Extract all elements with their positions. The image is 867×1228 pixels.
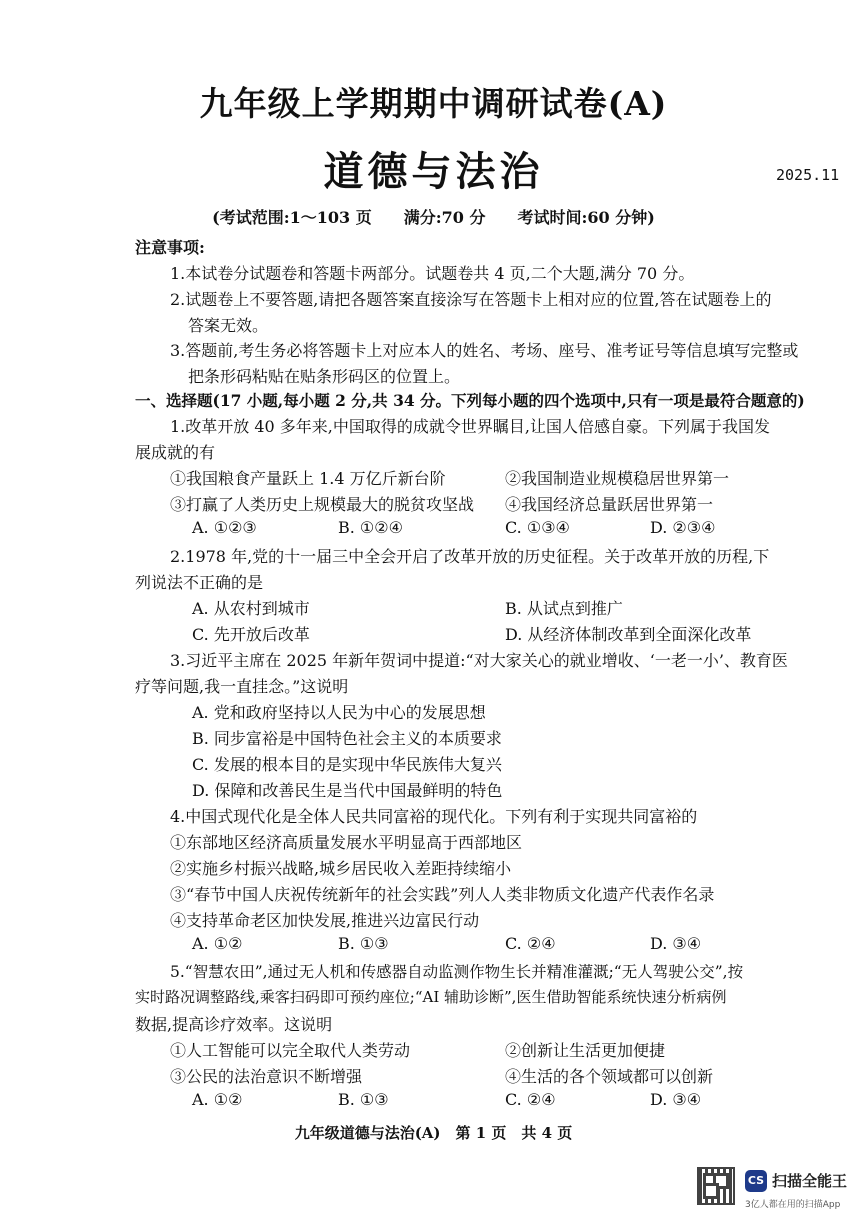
camscanner-logo-icon: CS	[745, 1170, 767, 1192]
q4-statement-3: ③“春节中国人庆祝传统新年的社会实践”列人人类非物质文化遗产代表作名录	[170, 885, 715, 904]
notice-item-3-cont: 把条形码粘贴在贴条形码区的位置上。	[188, 367, 461, 386]
q4-option-c: C. ②④	[505, 934, 556, 953]
q5-stem-cont: 实时路况调整路线,乘客扫码即可预约座位;“AI 辅助诊断”,医生借助智能系统快速分析病例	[135, 988, 727, 1006]
q1-option-a: A. ①②③	[192, 518, 257, 537]
exam-info: (考试范围:1～103 页 满分:70 分 考试时间:60 分钟)	[212, 208, 655, 227]
q4-option-a: A. ①②	[192, 934, 243, 953]
camscanner-slogan: 3亿人都在用的扫描App	[745, 1200, 841, 1210]
q5-option-c: C. ②④	[505, 1090, 556, 1109]
q3-option-c: C. 发展的根本目的是实现中华民族伟大复兴	[192, 755, 502, 774]
q5-option-a: A. ①②	[192, 1090, 243, 1109]
q3-option-d: D. 保障和改善民生是当代中国最鲜明的特色	[192, 781, 503, 800]
q2-stem: 2.1978 年,党的十一届三中全会开启了改革开放的历史征程。关于改革开放的历程,下	[170, 547, 770, 566]
q1-stem: 1.改革开放 40 多年来,中国取得的成就令世界瞩目,让国人倍感自豪。下列属于我国发	[170, 417, 770, 436]
q1-option-c: C. ①③④	[505, 518, 570, 537]
q2-option-a: A. 从农村到城市	[192, 599, 310, 618]
q2-option-b: B. 从试点到推广	[505, 599, 623, 618]
notice-item-1: 1.本试卷分试题卷和答题卡两部分。试题卷共 4 页,二个大题,满分 70 分。	[170, 264, 695, 283]
q5-statement-2: ②创新让生活更加便捷	[505, 1041, 666, 1060]
q4-statement-1: ①东部地区经济高质量发展水平明显高于西部地区	[170, 833, 523, 852]
q5-stem: 5.“智慧农田”,通过无人机和传感器自动监测作物生长并精准灌溉;“无人驾驶公交”,按	[170, 963, 744, 981]
exam-title: 九年级上学期期中调研试卷(A)	[199, 84, 668, 123]
page-footer: 九年级道德与法治(A) 第 1 页 共 4 页	[294, 1124, 573, 1142]
q1-statement-4: ④我国经济总量跃居世界第一	[505, 495, 714, 514]
notice-item-3: 3.答题前,考生务必将答题卡上对应本人的姓名、考场、座号、准考证号等信息填写完整或	[170, 341, 799, 360]
q3-option-b: B. 同步富裕是中国特色社会主义的本质要求	[192, 729, 502, 748]
q4-stem: 4.中国式现代化是全体人民共同富裕的现代化。下列有利于实现共同富裕的	[170, 807, 698, 826]
q5-statement-4: ④生活的各个领域都可以创新	[505, 1067, 714, 1086]
notice-item-2-cont: 答案无效。	[188, 316, 269, 335]
q2-option-d: D. 从经济体制改革到全面深化改革	[505, 625, 752, 644]
q4-statement-4: ④支持革命老区加快发展,推进兴边富民行动	[170, 911, 480, 930]
q5-option-b: B. ①③	[338, 1090, 389, 1109]
notice-item-2: 2.试题卷上不要答题,请把各题答案直接涂写在答题卡上相对应的位置,答在试题卷上的	[170, 290, 772, 309]
q1-stem-cont: 展成就的有	[135, 443, 216, 462]
q1-statement-3: ③打赢了人类历史上规模最大的脱贫攻坚战	[170, 495, 475, 514]
q1-statement-1: ①我国粮食产量跃上 1.4 万亿斤新台阶	[170, 469, 446, 488]
q3-option-a: A. 党和政府坚持以人民为中心的发展思想	[192, 703, 486, 722]
exam-date: 2025.11	[776, 166, 840, 184]
q1-option-b: B. ①②④	[338, 518, 403, 537]
camscanner-brand: 扫描全能王	[772, 1172, 848, 1190]
q5-stem-cont2: 数据,提高诊疗效率。这说明	[135, 1015, 333, 1034]
q4-statement-2: ②实施乡村振兴战略,城乡居民收入差距持续缩小	[170, 859, 512, 878]
q2-option-c: C. 先开放后改革	[192, 625, 310, 644]
q1-option-d: D. ②③④	[650, 518, 716, 537]
q1-statement-2: ②我国制造业规模稳居世界第一	[505, 469, 730, 488]
q4-option-b: B. ①③	[338, 934, 389, 953]
q5-option-d: D. ③④	[650, 1090, 702, 1109]
subject-title: 道德与法治	[323, 148, 544, 195]
q5-statement-3: ③公民的法治意识不断增强	[170, 1067, 363, 1086]
q5-statement-1: ①人工智能可以完全取代人类劳动	[170, 1041, 411, 1060]
section-heading: 一、选择题(17 小题,每小题 2 分,共 34 分。下列每小题的四个选项中,只有一项是最符合题意的)	[135, 391, 805, 410]
qr-code-icon	[697, 1167, 735, 1205]
q2-stem-cont: 列说法不正确的是	[135, 573, 264, 592]
q4-option-d: D. ③④	[650, 934, 702, 953]
q3-stem-cont: 疗等问题,我一直挂念。”这说明	[135, 677, 349, 696]
notice-heading: 注意事项:	[135, 238, 205, 257]
q3-stem: 3.习近平主席在 2025 年新年贺词中提道:“对大家关心的就业增收、‘一老一小’、教育医	[170, 651, 788, 670]
